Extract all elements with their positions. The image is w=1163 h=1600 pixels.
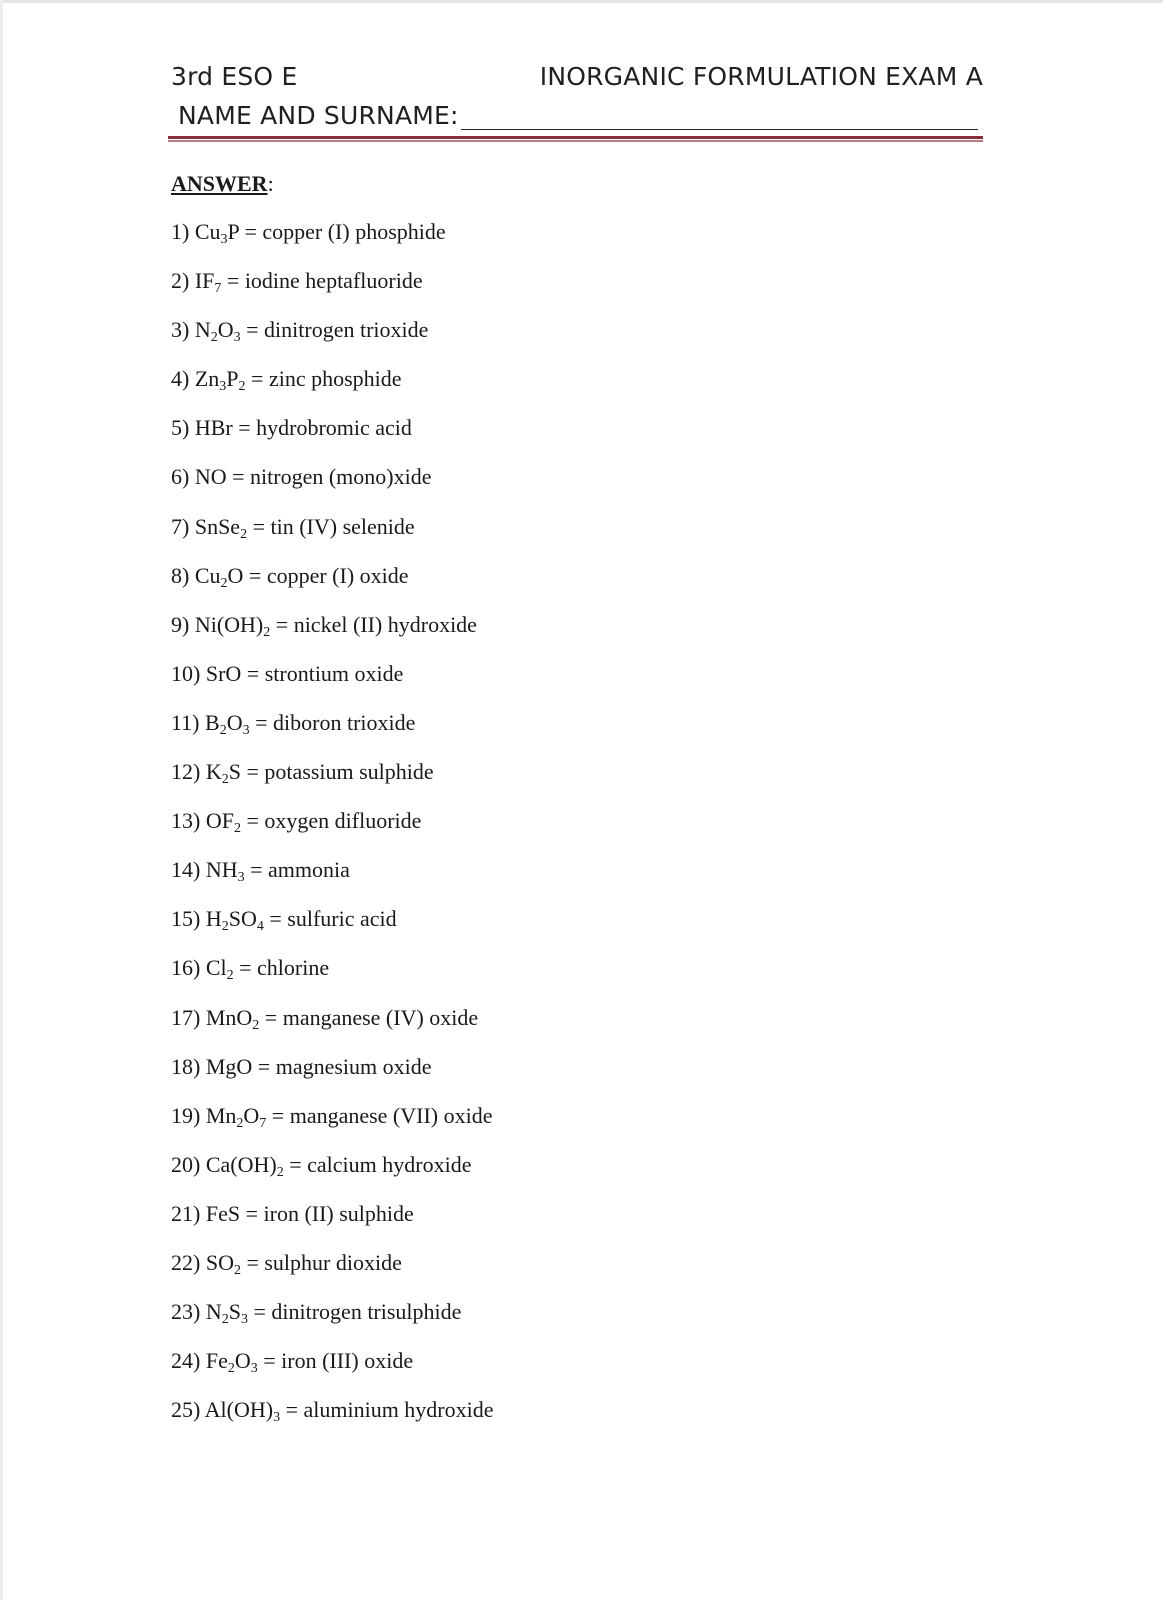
item-formula: FeS [205, 1200, 241, 1226]
item-number: 12) [171, 759, 206, 785]
item-compound-name: strontium oxide [264, 660, 404, 686]
equals-sign: = [221, 268, 245, 294]
equals-sign: = [245, 366, 269, 392]
item-number: 10) [171, 660, 206, 686]
answer-item [171, 809, 494, 858]
answer-item [171, 1153, 494, 1202]
item-number: 22) [171, 1249, 206, 1275]
item-formula: $Cu_3P$ [194, 219, 239, 247]
equals-sign: = [240, 1200, 264, 1226]
exam-title: INORGANIC FORMULATION EXAM A [539, 62, 983, 91]
answer-heading-colon: : [267, 171, 274, 196]
item-number: 2) [171, 268, 195, 294]
equals-sign: = [240, 759, 265, 785]
class-label: 3rd ESO E [171, 62, 298, 91]
item-compound-name: calcium hydroxide [307, 1151, 472, 1177]
item-formula: MgO [205, 1053, 253, 1079]
answer-list [171, 220, 494, 1447]
name-label: NAME AND SURNAME: [178, 101, 459, 130]
answer-item [171, 907, 494, 956]
name-blank-line [461, 105, 978, 130]
answer-item [171, 613, 494, 662]
item-compound-name: copper (I) phosphide [262, 219, 446, 244]
answer-item [171, 367, 494, 416]
equals-sign: = [244, 857, 269, 883]
item-formula: MnO$_2$ [205, 1004, 260, 1033]
item-formula: $N_2O_3$ [194, 317, 241, 346]
item-number: 4) [171, 366, 195, 392]
equals-sign: = [252, 1053, 276, 1079]
equals-sign: = [247, 513, 271, 539]
equals-sign: = [280, 1397, 304, 1423]
item-number: 19) [171, 1102, 206, 1128]
item-number: 1) [171, 219, 195, 244]
item-formula: $H_2SO_4$ [205, 906, 264, 935]
item-formula: $N_2S_3$ [205, 1299, 248, 1328]
equals-sign: = [238, 219, 263, 244]
item-compound-name: hydrobromic acid [256, 415, 412, 441]
item-formula: SrO [205, 660, 242, 686]
answer-item [171, 1006, 494, 1055]
item-compound-name: ammonia [268, 857, 350, 883]
scan-edge [0, 0, 3, 1600]
item-number: 23) [171, 1299, 206, 1325]
answer-item [171, 416, 494, 465]
equals-sign: = [247, 1299, 272, 1325]
answer-heading [171, 171, 274, 197]
item-number: 17) [171, 1004, 206, 1030]
equals-sign: = [249, 709, 274, 735]
item-compound-name: manganese (IV) oxide [282, 1004, 479, 1030]
item-formula: $OF_2$ [205, 808, 241, 837]
scan-edge [0, 0, 1163, 3]
item-compound-name: magnesium oxide [275, 1053, 432, 1079]
name-field-row [178, 101, 978, 130]
answer-heading-text: ANSWER [171, 171, 268, 196]
answer-item [171, 1202, 494, 1251]
header-divider-shadow [168, 140, 983, 142]
answer-item [171, 1398, 494, 1447]
item-number: 25) [171, 1397, 205, 1423]
item-formula: $Ca(OH)_2$ [205, 1151, 284, 1180]
exam-header [171, 62, 983, 91]
item-formula: $SO_2$ [205, 1249, 241, 1278]
answer-item [171, 1349, 494, 1398]
answer-item [171, 220, 494, 269]
equals-sign: = [233, 955, 258, 981]
answer-item [171, 760, 494, 809]
item-number: 3) [171, 317, 195, 343]
item-number: 5) [171, 415, 195, 441]
answer-item [171, 515, 494, 564]
equals-sign: = [266, 1102, 290, 1128]
item-compound-name: diboron trioxide [273, 709, 416, 735]
item-formula: $Mn_2O_7$ [205, 1102, 267, 1131]
item-number: 13) [171, 808, 206, 834]
item-compound-name: sulphur dioxide [264, 1249, 402, 1275]
item-number: 15) [171, 906, 206, 932]
item-compound-name: dinitrogen trioxide [264, 317, 429, 343]
item-compound-name: potassium sulphide [264, 759, 434, 785]
item-compound-name: iodine heptafluoride [244, 268, 423, 294]
item-formula: $K_2S$ [205, 759, 241, 788]
item-compound-name: iron (II) sulphide [263, 1200, 414, 1226]
item-number: 9) [171, 611, 195, 637]
item-compound-name: dinitrogen trisulphide [271, 1299, 462, 1325]
item-compound-name: tin (IV) selenide [270, 513, 415, 539]
item-formula: $Ni(OH)_2$ [194, 611, 271, 640]
item-number: 7) [171, 513, 195, 539]
item-number: 14) [171, 857, 206, 883]
item-formula: $NH_3$ [205, 857, 245, 886]
item-formula: SnSe$_2$ [194, 513, 248, 542]
item-formula: NO [194, 464, 227, 490]
answer-item [171, 662, 494, 711]
answer-item [171, 1055, 494, 1104]
item-formula: $Al(OH)_3$ [204, 1397, 281, 1426]
answer-item [171, 269, 494, 318]
item-formula: $Fe_2O_3$ [205, 1348, 258, 1377]
item-compound-name: nickel (II) hydroxide [293, 611, 477, 637]
answer-item [171, 956, 494, 1005]
equals-sign: = [232, 415, 257, 441]
equals-sign: = [243, 562, 267, 588]
answer-item [171, 1251, 494, 1300]
item-compound-name: aluminium hydroxide [303, 1397, 494, 1423]
item-formula: $IF_7$ [194, 268, 222, 297]
equals-sign: = [283, 1151, 308, 1177]
equals-sign: = [257, 1348, 282, 1374]
item-formula: HBr [194, 415, 233, 441]
item-compound-name: chlorine [257, 955, 330, 981]
equals-sign: = [240, 317, 265, 343]
answer-item [171, 1104, 494, 1153]
answer-item [171, 711, 494, 760]
equals-sign: = [259, 1004, 283, 1030]
item-compound-name: sulfuric acid [287, 906, 397, 932]
item-formula: $Cl_2$ [205, 955, 234, 984]
item-number: 18) [171, 1053, 206, 1079]
equals-sign: = [226, 464, 251, 490]
equals-sign: = [263, 906, 288, 932]
item-formula: $Cu_2O$ [194, 562, 244, 591]
answer-item [171, 465, 494, 514]
item-compound-name: copper (I) oxide [266, 562, 409, 588]
item-compound-name: nitrogen (mono)xide [250, 464, 432, 490]
item-number: 24) [171, 1348, 206, 1374]
item-formula: $Zn_3P_2$ [194, 366, 246, 395]
answer-item [171, 318, 494, 367]
equals-sign: = [241, 660, 265, 686]
item-compound-name: oxygen difluoride [264, 808, 422, 834]
answer-item [171, 564, 494, 613]
equals-sign: = [240, 1249, 265, 1275]
item-number: 11) [171, 709, 206, 735]
item-number: 16) [171, 955, 206, 981]
header-divider [168, 136, 983, 139]
answer-item [171, 1300, 494, 1349]
item-number: 20) [171, 1151, 206, 1177]
answer-item [171, 858, 494, 907]
item-number: 21) [171, 1200, 206, 1226]
equals-sign: = [270, 611, 294, 637]
item-formula: $B_2O_3$ [205, 709, 250, 738]
item-compound-name: iron (III) oxide [281, 1348, 414, 1374]
item-compound-name: zinc phosphide [268, 366, 402, 392]
item-compound-name: manganese (VII) oxide [289, 1102, 493, 1128]
equals-sign: = [240, 808, 265, 834]
item-number: 6) [171, 464, 195, 490]
item-number: 8) [171, 562, 195, 588]
